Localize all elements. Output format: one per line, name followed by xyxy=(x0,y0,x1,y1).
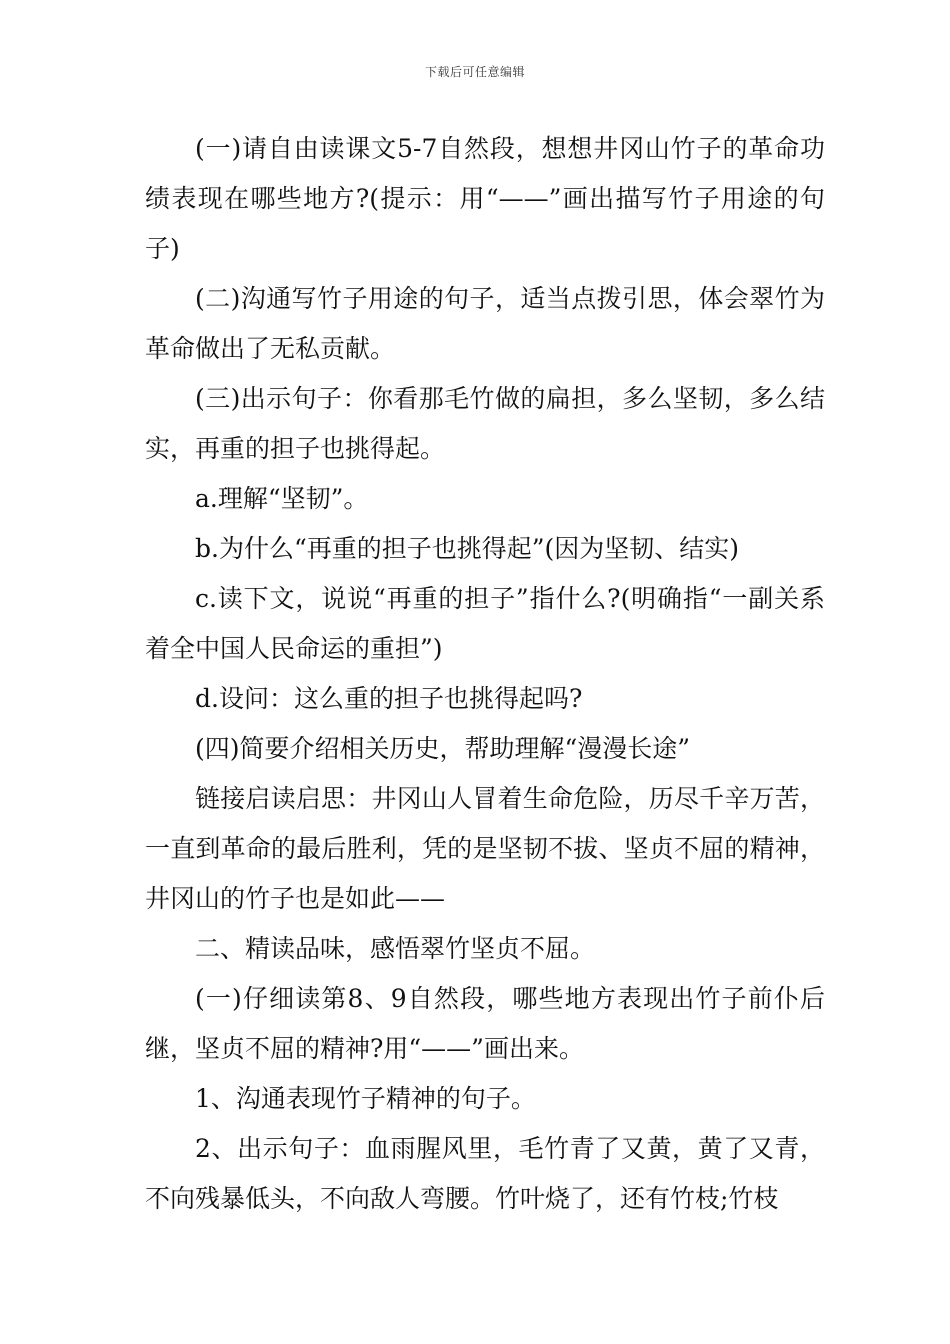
paragraph-8: (四)简要介绍相关历史，帮助理解“漫漫长途” xyxy=(195,734,691,763)
paragraph-3: (三)出示句子：你看那毛竹做的扁担，多么坚韧，多么结实，再重的担子也挑得起。 xyxy=(145,384,825,463)
paragraph-7: d.设问：这么重的担子也挑得起吗? xyxy=(195,684,583,713)
paragraph-13: 2、出示句子：血雨腥风里，毛竹青了又黄，黄了又青，不向残暴低头，不向敌人弯腰。竹叶烧了，还有竹枝;竹枝 xyxy=(145,1134,825,1213)
paragraph-5: b.为什么“再重的担子也挑得起”(因为坚韧、结实) xyxy=(195,534,740,563)
paragraph-6: c.读下文，说说“再重的担子”指什么?(明确指“一副关系着全中国人民命运的重担”) xyxy=(145,584,825,663)
paragraph-12: 1、沟通表现竹子精神的句子。 xyxy=(195,1084,536,1113)
paragraph-9: 链接启读启思：井冈山人冒着生命危险，历尽千辛万苦，一直到革命的最后胜利，凭的是坚韧不拔、坚贞不屈的精神，井冈山的竹子也是如此—— xyxy=(145,784,825,913)
paragraph-10: 二、精读品味，感悟翠竹坚贞不屈。 xyxy=(195,934,596,963)
paragraph-4: a.理解“坚韧”。 xyxy=(195,484,369,513)
document-body xyxy=(145,124,825,1224)
page-header: 下载后可任意编辑 xyxy=(424,65,525,79)
paragraph-1: (一)请自由读课文5-7自然段，想想井冈山竹子的革命功绩表现在哪些地方?(提示：用“——”画出描写竹子用途的句子) xyxy=(145,134,825,263)
paragraph-2: (二)沟通写竹子用途的句子，适当点拨引思，体会翠竹为革命做出了无私贡献。 xyxy=(145,284,825,363)
paragraph-11: (一)仔细读第8、9自然段，哪些地方表现出竹子前仆后继，坚贞不屈的精神?用“——”画出来。 xyxy=(145,984,825,1063)
